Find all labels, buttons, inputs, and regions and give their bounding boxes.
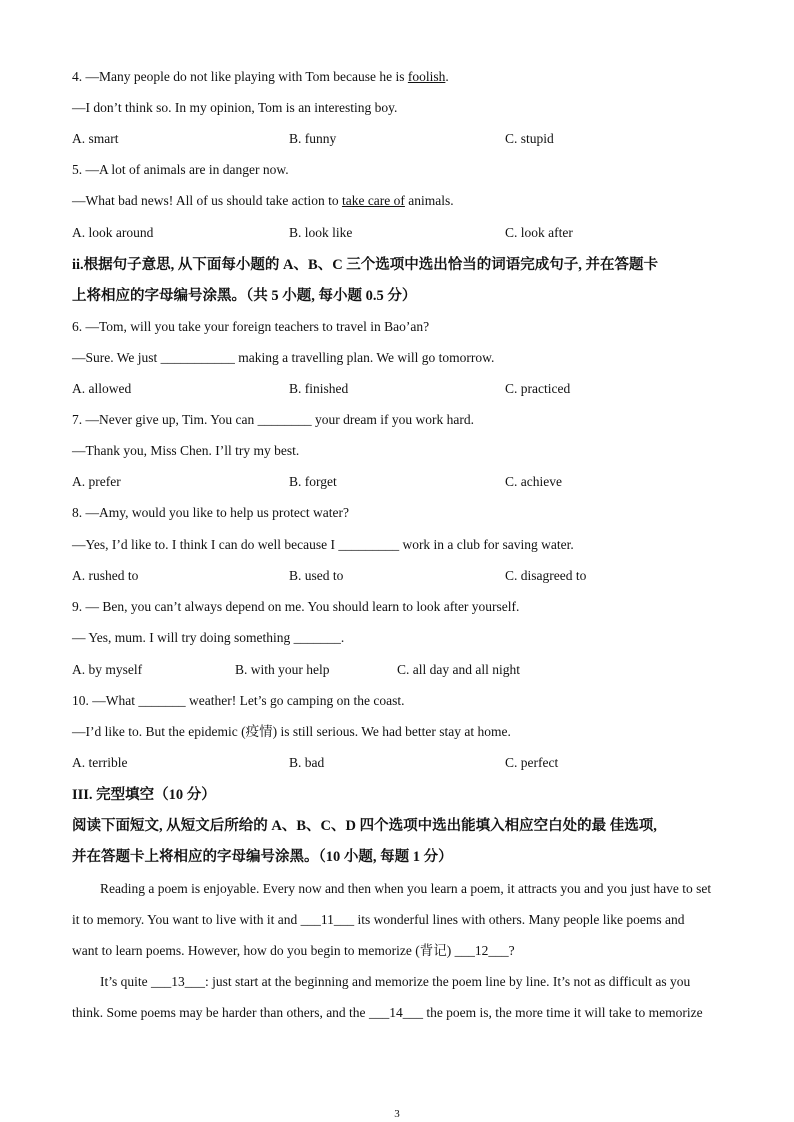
passage-line xyxy=(100,973,690,991)
question-6-response: —Sure. We just ___________ making a travelling plan. We will go tomorrow. xyxy=(72,350,495,365)
passage-text: its wonderful lines with others. Many people like poems and xyxy=(354,912,685,927)
passage-line xyxy=(72,942,515,960)
section-ii-heading-line2: 上将相应的字母编号涂黑。（共 5 小题, 每小题 0.5 分） xyxy=(72,288,417,304)
blank-11: ___11___ xyxy=(300,912,355,927)
question-10-response: —I’d like to. But the epidemic (疫情) is still serious. We had better stay at home. xyxy=(72,724,511,739)
option-b: B. with your help xyxy=(235,662,330,677)
question-6: 6. —Tom, will you take your foreign teachers to travel in Bao’an? xyxy=(72,319,430,334)
option-a: A. allowed xyxy=(72,381,132,396)
option-b: B. look like xyxy=(289,225,353,240)
underlined-word: foolish xyxy=(407,69,446,84)
option-c: C. achieve xyxy=(505,474,562,489)
option-c: C. stupid xyxy=(505,131,554,146)
question-5-response xyxy=(72,192,454,210)
option-a: A. look around xyxy=(72,225,154,240)
question-5: 5. —A lot of animals are in danger now. xyxy=(72,162,289,177)
option-c: C. all day and all night xyxy=(397,662,520,677)
section-iii-instruction-line1: 阅读下面短文, 从短文后所给的 A、B、C、D 四个选项中选出能填入相应空白处的最 佳选项, xyxy=(72,818,657,834)
question-4-text: 4. —Many people do not like playing with Tom because he is xyxy=(72,69,408,84)
option-b: B. bad xyxy=(289,755,325,770)
option-c: C. practiced xyxy=(505,381,571,396)
option-a: A. rushed to xyxy=(72,568,139,583)
blank-12: ___12___ xyxy=(454,943,509,958)
question-4-response: —I don’t think so. In my opinion, Tom is an interesting boy. xyxy=(72,100,398,115)
question-10: 10. —What _______ weather! Let’s go camping on the coast. xyxy=(72,693,405,708)
passage-text: It’s quite xyxy=(100,974,151,989)
blank-14: ___14___ xyxy=(368,1005,423,1020)
response-end: animals. xyxy=(404,193,454,208)
page-number: 3 xyxy=(394,1108,400,1120)
question-9: 9. — Ben, you can’t always depend on me. You should learn to look after yourself. xyxy=(72,599,520,614)
question-7: 7. —Never give up, Tim. You can ________ your dream if you work hard. xyxy=(72,412,474,427)
option-a: A. prefer xyxy=(72,474,121,489)
question-9-response: — Yes, mum. I will try doing something _______. xyxy=(72,630,345,645)
question-8-response: —Yes, I’d like to. I think I can do well because I _________ work in a club for saving water. xyxy=(72,537,574,552)
passage-line xyxy=(72,911,684,929)
passage-text: ? xyxy=(508,943,515,958)
option-a: A. by myself xyxy=(72,662,143,677)
blank-13: ___13___ xyxy=(151,974,205,989)
option-b: B. used to xyxy=(289,568,344,583)
passage-text: want to learn poems. However, how do you begin to memorize (背记) xyxy=(72,943,455,958)
underlined-phrase: take care of xyxy=(341,193,405,208)
section-ii-heading-line1: ii.根据句子意思, 从下面每小题的 A、B、C 三个选项中选出恰当的词语完成句子, 并在答题卡 xyxy=(72,257,659,273)
question-7-response: —Thank you, Miss Chen. I’ll try my best. xyxy=(72,443,300,458)
question-4-end: . xyxy=(445,69,449,84)
option-a: A. terrible xyxy=(72,755,128,770)
passage-text: the poem is, the more time it will take to memorize xyxy=(422,1005,703,1020)
passage-text: : just start at the beginning and memorize the poem line by line. It’s not as difficult as you xyxy=(205,974,691,989)
passage-text: think. Some poems may be harder than others, and the xyxy=(72,1005,369,1020)
response-text: —What bad news! All of us should take action to xyxy=(72,193,342,208)
passage-text: it to memory. You want to live with it and xyxy=(72,912,301,927)
option-a: A. smart xyxy=(72,131,119,146)
option-b: B. finished xyxy=(289,381,349,396)
passage-line: Reading a poem is enjoyable. Every now and then when you learn a poem, it attracts you and you just have to set xyxy=(100,881,712,896)
section-iii-title: III. 完型填空（10 分） xyxy=(72,787,216,803)
question-4 xyxy=(72,68,449,86)
passage-line xyxy=(72,1004,703,1022)
section-iii-instruction-line2: 并在答题卡上将相应的字母编号涂黑。（10 小题, 每题 1 分） xyxy=(72,849,453,865)
option-c: C. disagreed to xyxy=(505,568,587,583)
question-8: 8. —Amy, would you like to help us protect water? xyxy=(72,505,349,520)
option-c: C. perfect xyxy=(505,755,559,770)
option-b: B. funny xyxy=(289,131,337,146)
option-c: C. look after xyxy=(505,225,573,240)
option-b: B. forget xyxy=(289,474,337,489)
